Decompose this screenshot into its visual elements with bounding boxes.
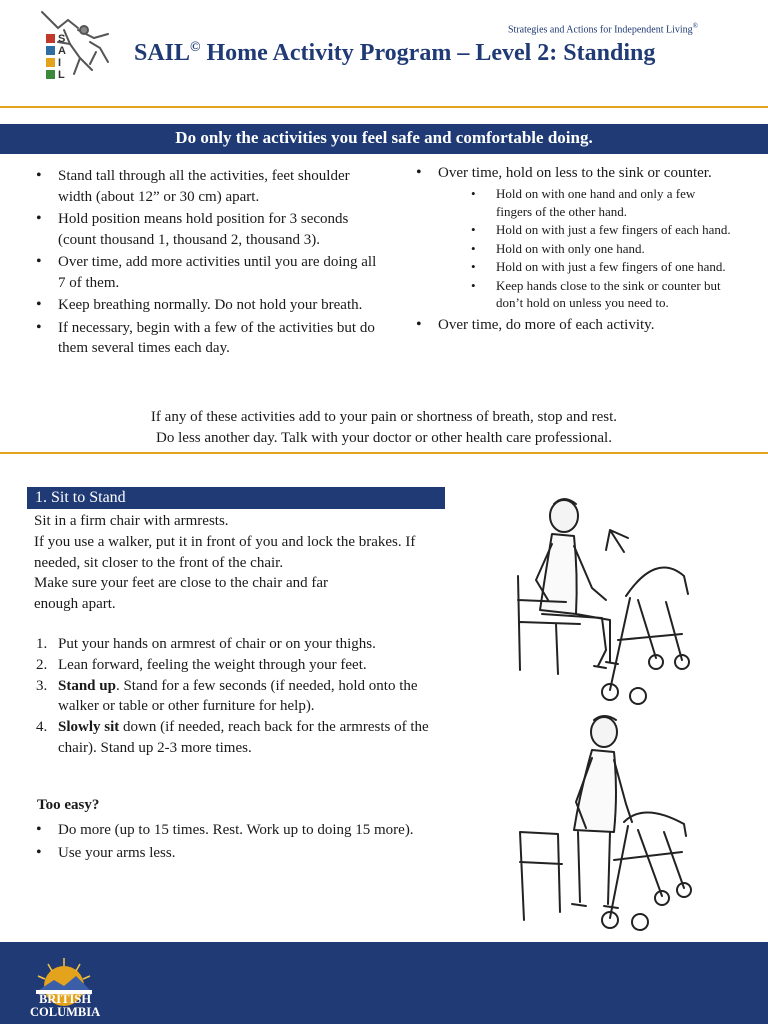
step-list	[34, 634, 434, 759]
footer-bar	[0, 942, 768, 1024]
too-easy-list	[34, 820, 434, 866]
guidelines-left	[34, 166, 384, 361]
header-divider	[0, 106, 768, 108]
step-item	[34, 676, 434, 718]
guideline-item: • Hold position means hold position for 3 seconds (count thousand 1, thousand 2, thousand 3).	[34, 209, 384, 250]
guideline-item: • Over time, do more of each activity.	[414, 315, 734, 335]
section-divider	[0, 452, 768, 454]
guideline-item: • Over time, add more activities until you are doing all 7 of them.	[34, 252, 384, 293]
guideline-item: • Keep breathing normally. Do not hold your breath.	[34, 295, 384, 316]
step-number: 3.	[36, 677, 48, 694]
guideline-item: • If necessary, begin with a few of the activities but do them several times each day.	[34, 318, 384, 359]
title-text: Home Activity Program – Level 2: Standing	[200, 40, 656, 66]
step-number: 4.	[36, 719, 48, 736]
sit-to-stand-illustration-standing	[514, 712, 694, 940]
bc-wordmark	[30, 993, 100, 1019]
step-item	[34, 634, 434, 655]
logo-letter-l: L	[58, 69, 65, 81]
too-easy-item: • Do more (up to 15 times. Rest. Work up to doing 15 more).	[34, 820, 434, 841]
step-item	[34, 717, 434, 759]
step-number: 2.	[36, 656, 48, 673]
step-text: . Stand for a few seconds (if needed, hold onto the walker or table or other furniture for help).	[58, 677, 418, 715]
sub-item: • Hold on with just a few fingers of one hand.	[438, 258, 734, 276]
guideline-item	[414, 163, 734, 312]
too-easy-item: • Use your arms less.	[34, 843, 434, 864]
bc-wordmark-line: BRITISH	[38, 992, 92, 1006]
warning-line: If any of these activities add to your pain or shortness of breath, stop and rest.	[150, 409, 618, 425]
sit-to-stand-illustration-seated	[506, 490, 696, 710]
intro-line: Sit in a firm chair with armrests.	[34, 513, 229, 529]
step-text: down (if needed, reach back for the armrests of the chair). Stand up 2-3 more times.	[58, 719, 429, 756]
step-text: Put your hands on armrest of chair or on your thighs.	[58, 636, 376, 652]
program-tagline	[508, 22, 698, 35]
step-item	[34, 655, 434, 676]
sub-item: • Keep hands close to the sink or counter but don’t hold on unless you need to.	[438, 277, 734, 312]
intro-line: Make sure your feet are close to the chair and far enough apart.	[34, 575, 329, 613]
logo-letter-s: S	[58, 33, 66, 45]
intro-line: If you use a walker, put it in front of you and lock the brakes. If needed, sit closer to the front of the chair.	[34, 533, 416, 571]
page-title	[134, 40, 655, 67]
bc-wordmark-line: COLUMBIA	[30, 1005, 101, 1019]
step-emphasis: Slowly sit	[58, 719, 120, 736]
step-text: Lean forward, feeling the weight through your feet.	[58, 656, 367, 673]
pain-warning	[0, 407, 768, 449]
sail-logo	[34, 8, 114, 88]
logo-letter-a: A	[58, 45, 66, 57]
registered-mark: ®	[692, 22, 698, 30]
too-easy-heading: Too easy?	[37, 797, 100, 813]
section-intro	[34, 511, 434, 615]
hold-less-sublist	[438, 185, 734, 312]
guidelines-right	[414, 163, 734, 335]
step-number: 1.	[36, 636, 48, 652]
title-prefix: SAIL	[134, 40, 191, 66]
section-title: 1. Sit to Stand	[27, 487, 445, 509]
sub-item: • Hold on with just a few fingers of each hand.	[438, 221, 734, 239]
step-emphasis: Stand up	[58, 677, 116, 694]
tagline-text: Strategies and Actions for Independent Living	[507, 24, 693, 36]
logo-letter-i: I	[58, 57, 62, 69]
safety-banner: Do only the activities you feel safe and comfortable doing.	[0, 124, 768, 154]
copyright-mark: ©	[190, 40, 201, 55]
sub-item: • Hold on with only one hand.	[438, 240, 734, 258]
page-header	[0, 0, 768, 108]
sub-item: • Hold on with one hand and only a few fingers of the other hand.	[438, 185, 734, 220]
guideline-item: • Stand tall through all the activities, feet shoulder width (about 12” or 30 cm) apart.	[34, 166, 384, 207]
warning-line: Do less another day. Talk with your doctor or other health care professional.	[156, 430, 612, 446]
hold-less-text: Over time, hold on less to the sink or counter.	[438, 165, 712, 181]
